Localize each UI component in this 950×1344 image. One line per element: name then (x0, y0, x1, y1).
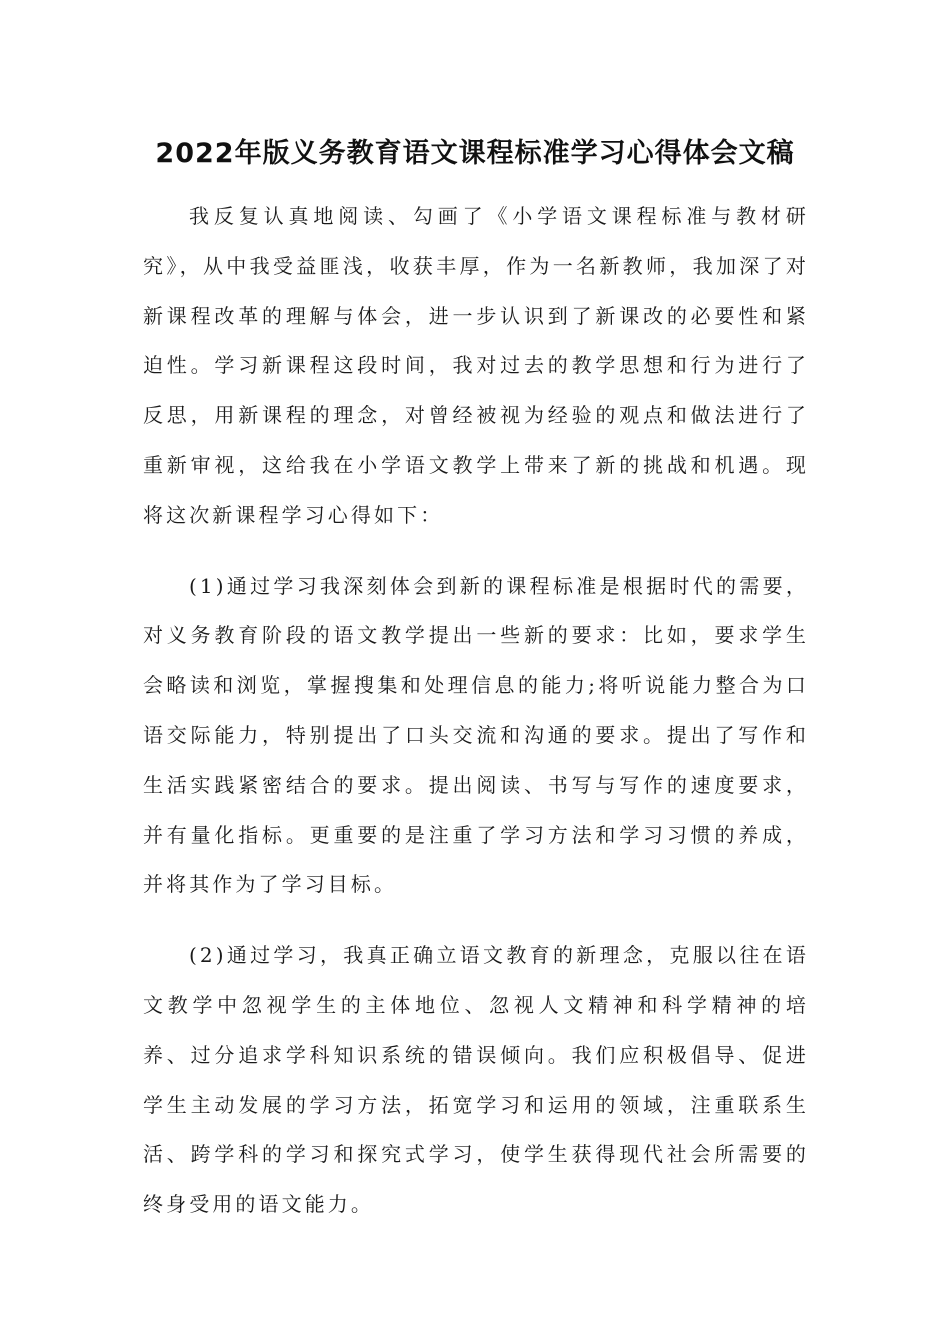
document-body (143, 192, 809, 1251)
document-title: 2022年版义务教育语文课程标准学习心得体会文稿 (155, 138, 795, 169)
paragraph-point-2: (2)通过学习，我真正确立语文教育的新理念，克服以往在语文教学中忽视学生的主体地位、忽视人文精神和科学精神的培养、过分追求学科知识系统的错误倾向。我们应积极倡导、促进学生主动发展的学习方法，拓宽学习和运用的领域，注重联系生活、跨学科的学习和探究式学习，使学生获得现代社会所需要的终身受用的语文能力。 (143, 943, 809, 1217)
paragraph-point-1: (1)通过学习我深刻体会到新的课程标准是根据时代的需要，对义务教育阶段的语文教学提出一些新的要求：比如，要求学生会略读和浏览，掌握搜集和处理信息的能力;将听说能力整合为口语交际能力，特别提出了口头交流和沟通的要求。提出了写作和生活实践紧密结合的要求。提出阅读、书写与写作的速度要求，并有量化指标。更重要的是注重了学习方法和学习习惯的养成，并将其作为了学习目标。 (143, 573, 809, 897)
paragraph-intro: 我反复认真地阅读、勾画了《小学语文课程标准与教材研究》，从中我受益匪浅，收获丰厚，作为一名新教师，我加深了对新课程改革的理解与体会，进一步认识到了新课改的必要性和紧迫性。学习新课程这段时间，我对过去的教学思想和行为进行了反思，用新课程的理念，对曾经被视为经验的观点和做法进行了重新审视，这给我在小学语文教学上带来了新的挑战和机遇。现将这次新课程学习心得如下： (143, 204, 809, 527)
